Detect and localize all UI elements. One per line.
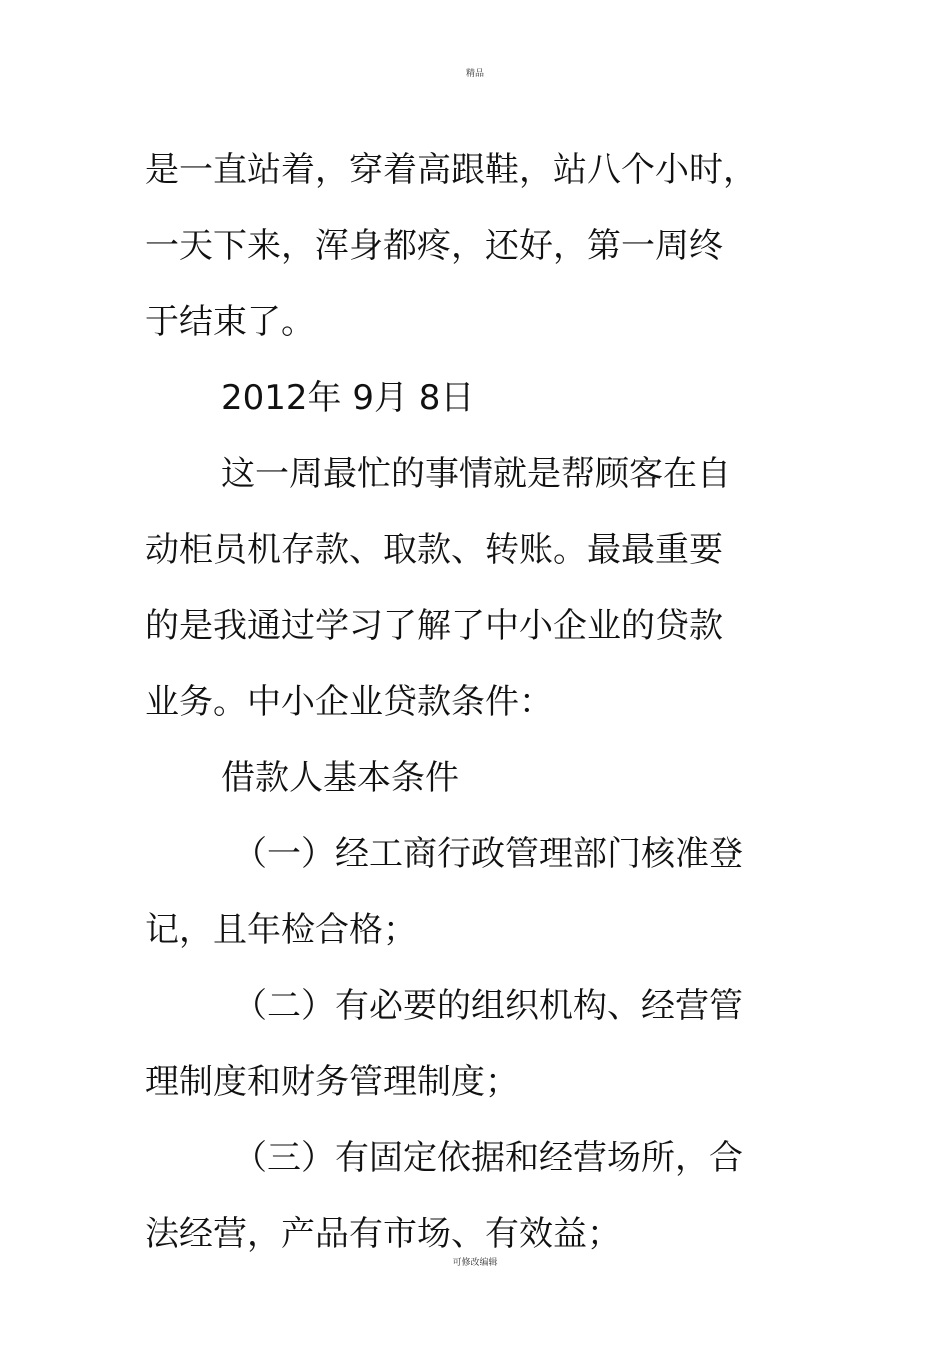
list-item-1: （一）经工商行政管理部门核准登 bbox=[233, 834, 743, 874]
page-footer: 可修改编辑 bbox=[452, 1258, 498, 1268]
text-line: 是一直站着，穿着高跟鞋，站八个小时， bbox=[145, 150, 757, 190]
text-line: 于结束了。 bbox=[145, 302, 315, 342]
text-line: 的是我通过学习了解了中小企业的贷款 bbox=[145, 606, 723, 646]
text-line: 一天下来，浑身都疼，还好，第一周终 bbox=[145, 226, 723, 266]
list-item-3: （三）有固定依据和经营场所，合 bbox=[233, 1138, 743, 1178]
text-line: 业务。中小企业贷款条件： bbox=[145, 682, 553, 722]
text-line: 动柜员机存款、取款、转账。最最重要 bbox=[145, 530, 723, 570]
text-line: 记，且年检合格； bbox=[145, 910, 417, 950]
section-heading: 借款人基本条件 bbox=[221, 758, 459, 798]
document-body bbox=[145, 132, 775, 1272]
text-line: 法经营，产品有市场、有效益； bbox=[145, 1214, 621, 1254]
diary-date: 2012年 9月 8日 bbox=[221, 378, 475, 418]
text-line: 这一周最忙的事情就是帮顾客在自 bbox=[221, 454, 731, 494]
text-line: 理制度和财务管理制度； bbox=[145, 1062, 519, 1102]
list-item-2: （二）有必要的组织机构、经营管 bbox=[233, 986, 743, 1026]
page-header: 精品 bbox=[465, 69, 484, 79]
